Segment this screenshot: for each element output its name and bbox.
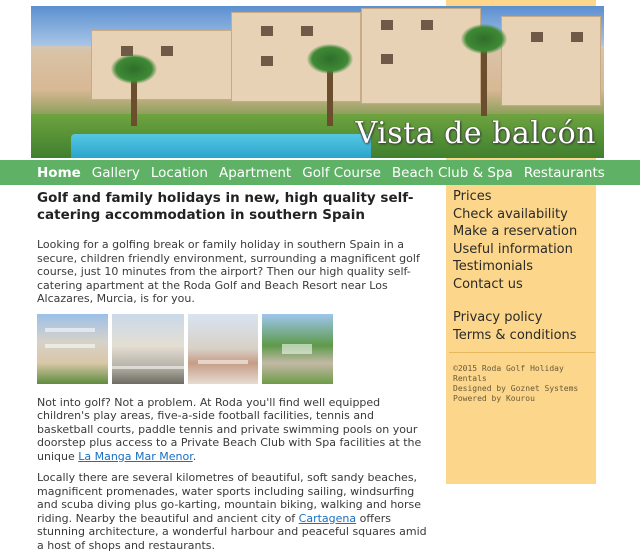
banner-palm-frond bbox=[307, 44, 353, 74]
sidebar-link-make-reservation[interactable]: Make a reservation bbox=[453, 224, 578, 239]
banner-building bbox=[501, 16, 601, 106]
credits bbox=[453, 384, 595, 404]
banner-window bbox=[531, 32, 543, 42]
nav-item-golf-course[interactable]: Golf Course bbox=[302, 164, 381, 181]
banner-palm-frond bbox=[111, 54, 157, 84]
photo-strip bbox=[37, 314, 433, 384]
facilities-paragraph bbox=[37, 396, 433, 464]
credit-designer[interactable]: Designed by Goznet Systems bbox=[453, 384, 579, 393]
photo-detail bbox=[198, 360, 248, 364]
main-content bbox=[37, 190, 433, 560]
page-heading: Golf and family holidays in new, high quality self-catering accommodation in southern Spain bbox=[37, 190, 414, 223]
facilities-text: Not into golf? Not a problem. At Roda you'll find well equipped children's play areas, five-a-side football facilities, tennis and basketball courts, paddle tennis and private swimming pools on your doorstep plus access to a Private Beach Club with Spa facilities at the unique bbox=[37, 395, 422, 463]
banner-window bbox=[161, 46, 173, 56]
banner-palm-frond bbox=[461, 24, 507, 54]
photo-detail bbox=[45, 344, 95, 348]
banner-window bbox=[381, 54, 393, 64]
banner-pool bbox=[71, 134, 371, 158]
site-title: Vista de balcón bbox=[355, 116, 596, 151]
header-banner bbox=[31, 6, 604, 158]
photo-detail bbox=[282, 344, 312, 354]
banner-window bbox=[381, 20, 393, 30]
sidebar-link-privacy-policy[interactable]: Privacy policy bbox=[453, 310, 543, 325]
local-text: Locally there are several kilometres of beautiful, soft sandy beaches, magnificent promenades, water sports including sailing, windsurfing and scuba diving plus go-karting, mountain biking, walking and horse riding. Nearby the beautiful and ancient city of bbox=[37, 471, 422, 525]
photo-detail bbox=[45, 328, 95, 332]
main-nav bbox=[0, 160, 640, 185]
cartagena-link[interactable]: Cartagena bbox=[298, 511, 357, 525]
photo-golf-entrance[interactable] bbox=[262, 314, 333, 384]
photo-street-palms[interactable] bbox=[112, 314, 184, 384]
la-manga-link[interactable]: La Manga Mar Menor bbox=[78, 449, 193, 463]
sidebar-link-useful-information[interactable]: Useful information bbox=[453, 241, 573, 257]
banner-window bbox=[421, 20, 433, 30]
banner-window bbox=[301, 26, 313, 36]
intro-paragraph: Looking for a golfing break or family holiday in southern Spain in a secure, children friendly environment, surrounding a magnificent golf course, just 10 minutes from the airport? Then our high quality self-catering apartment at the Roda Golf and Beach Resort near Los Alcazares, Murcia, is for you. bbox=[37, 238, 420, 305]
nav-item-home[interactable]: Home bbox=[37, 164, 81, 181]
sidebar-link-testimonials[interactable]: Testimonials bbox=[453, 259, 534, 274]
sidebar-link-contact-us[interactable]: Contact us bbox=[453, 276, 523, 292]
copyright-text: ©2015 Roda Golf Holiday Rentals bbox=[453, 364, 564, 383]
photo-detail bbox=[112, 366, 184, 369]
nav-item-restaurants[interactable]: Restaurants bbox=[523, 164, 605, 181]
nav-item-location[interactable]: Location bbox=[150, 164, 208, 181]
sidebar-divider bbox=[449, 352, 595, 353]
nav-item-apartment[interactable]: Apartment bbox=[219, 164, 292, 181]
sidebar-link-terms-conditions[interactable]: Terms & conditions bbox=[453, 327, 577, 343]
facilities-end: . bbox=[192, 449, 197, 463]
sidebar-link-prices[interactable]: Prices bbox=[453, 189, 492, 204]
sidebar-menu bbox=[453, 188, 593, 344]
local-paragraph bbox=[37, 471, 433, 552]
sidebar-spacer bbox=[453, 293, 593, 309]
local-end: offers stunning architecture, a wonderful harbour and peaceful squares amid a host of shops and restaurants. bbox=[37, 511, 427, 552]
banner-window bbox=[261, 56, 273, 66]
nav-item-beach-club-spa[interactable]: Beach Club & Spa bbox=[391, 164, 513, 181]
photo-promenade[interactable] bbox=[188, 314, 258, 384]
credit-powered-by[interactable]: Powered by Kourou bbox=[453, 394, 535, 403]
banner-window bbox=[261, 26, 273, 36]
photo-apartment-block[interactable] bbox=[37, 314, 108, 384]
nav-item-gallery[interactable]: Gallery bbox=[91, 164, 140, 181]
banner-window bbox=[571, 32, 583, 42]
sidebar-link-check-availability[interactable]: Check availability bbox=[453, 206, 568, 222]
